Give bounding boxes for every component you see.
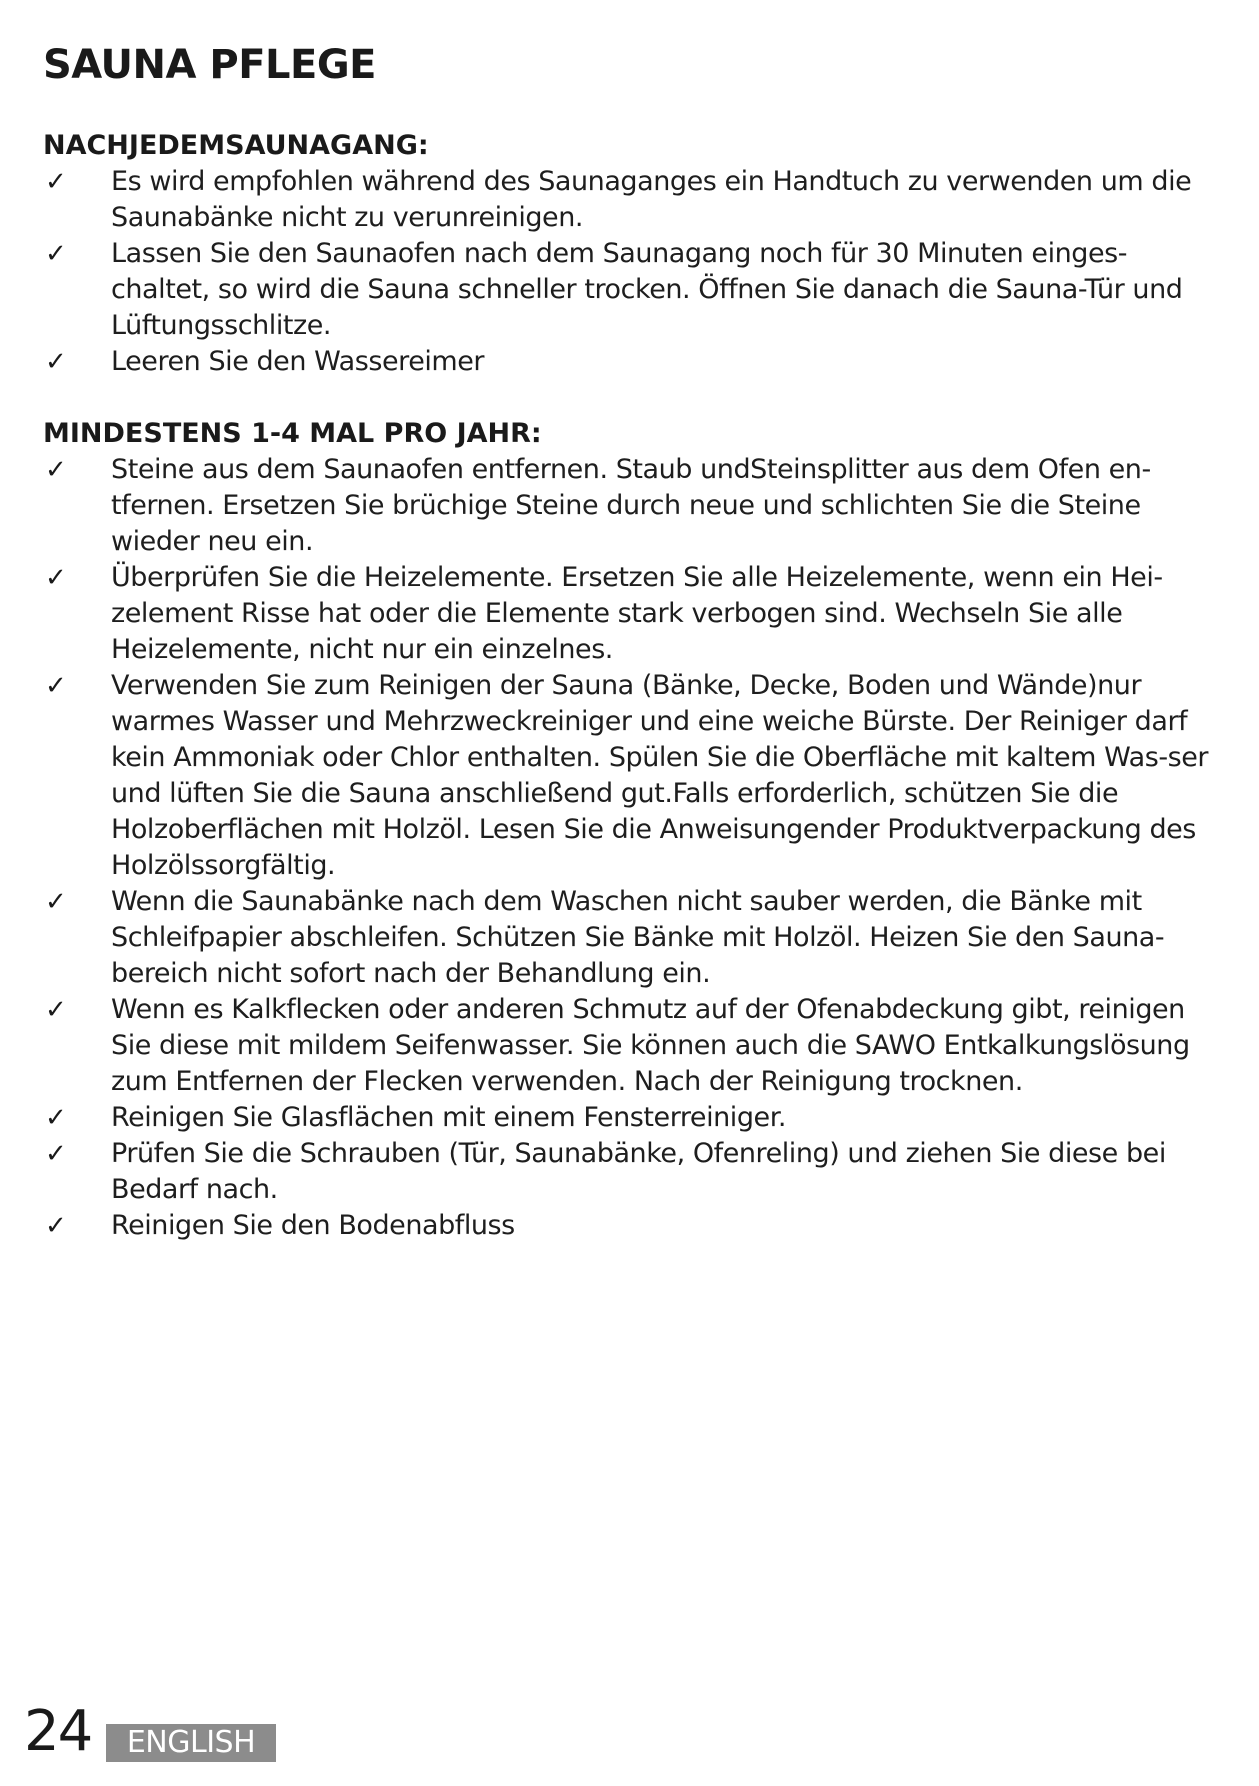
page-title: SAUNA PFLEGE [43, 42, 376, 88]
checkmark-icon: ✓ [45, 671, 67, 701]
list-item-text: Leeren Sie den Wassereimer [111, 346, 485, 377]
list-item-text: Wenn die Saunabänke nach dem Waschen nicht sauber werden, die Bänke mit Schleifpapier abschleifen. Schützen Sie Bänke mit Holzöl. Heizen Sie den Sauna-bereich nicht sofort nach der Behandlung ein. [111, 886, 1165, 989]
page-number: 24 [24, 1699, 92, 1764]
checkmark-icon: ✓ [45, 455, 67, 485]
list-item [43, 992, 1213, 1100]
section-yearly-maintenance [43, 416, 1213, 1244]
section-heading: NACHJEDEMSAUNAGANG: [43, 130, 429, 161]
list-item-text: Wenn es Kalkflecken oder anderen Schmutz auf der Ofenabdeckung gibt, reinigen Sie diese mit mildem Seifenwasser. Sie können auch die SAWO Entkalkungslösung zum Entfernen der Flecken verwenden. Nach der Reinigung trocknen. [111, 994, 1190, 1097]
checkmark-icon: ✓ [45, 563, 67, 593]
list-item [43, 1136, 1213, 1208]
checkmark-icon: ✓ [45, 167, 67, 197]
list-item [43, 236, 1213, 344]
checkmark-icon: ✓ [45, 995, 67, 1025]
list-item [43, 668, 1213, 884]
section-after-each-sauna [43, 128, 1213, 380]
list-item [43, 560, 1213, 668]
list-item-text: Reinigen Sie den Bodenabfluss [111, 1210, 515, 1241]
checkmark-icon: ✓ [45, 1103, 67, 1133]
list-item [43, 452, 1213, 560]
list-item-text: Prüfen Sie die Schrauben (Tür, Saunabänke, Ofenreling) und ziehen Sie diese bei Bedarf nach. [111, 1138, 1166, 1205]
list-item [43, 884, 1213, 992]
language-badge: ENGLISH [106, 1724, 276, 1762]
list-item-text: Es wird empfohlen während des Saunaganges ein Handtuch zu verwenden um die Saunabänke nicht zu verunreinigen. [111, 166, 1192, 233]
checklist [43, 164, 1213, 380]
checklist [43, 452, 1213, 1244]
list-item-text: Lassen Sie den Saunaofen nach dem Saunagang noch für 30 Minuten einges-chaltet, so wird die Sauna schneller trocken. Öffnen Sie danach die Sauna-Tür und Lüftungsschlitze. [111, 238, 1183, 341]
checkmark-icon: ✓ [45, 887, 67, 917]
list-item [43, 1208, 1213, 1244]
list-item-text: Überprüfen Sie die Heizelemente. Ersetzen Sie alle Heizelemente, wenn ein Hei-zelement Risse hat oder die Elemente stark verbogen sind. Wechseln Sie alle Heizelemente, nicht nur ein einzelnes. [111, 562, 1163, 665]
section-heading: MINDESTENS 1-4 MAL PRO JAHR: [43, 418, 542, 449]
list-item-text: Verwenden Sie zum Reinigen der Sauna (Bänke, Decke, Boden und Wände)nur warmes Wasser und Mehrzweckreiniger und eine weiche Bürste. Der Reiniger darf kein Ammoniak oder Chlor enthalten. Spülen Sie die Oberfläche mit kaltem Was-ser und lüften Sie die Sauna anschließend gut.Falls erforderlich, schützen Sie die Holzoberflächen mit Holzöl. Lesen Sie die Anweisungender Produktverpackung des Holzölssorgfältig. [111, 670, 1209, 881]
checkmark-icon: ✓ [45, 1139, 67, 1169]
checkmark-icon: ✓ [45, 347, 67, 377]
list-item-text: Steine aus dem Saunaofen entfernen. Staub undSteinsplitter aus dem Ofen en-tfernen. Ersetzen Sie brüchige Steine durch neue und schlichten Sie die Steine wieder neu ein. [111, 454, 1151, 557]
checkmark-icon: ✓ [45, 1211, 67, 1241]
checkmark-icon: ✓ [45, 239, 67, 269]
list-item-text: Reinigen Sie Glasflächen mit einem Fensterreiniger. [111, 1102, 787, 1133]
list-item [43, 344, 1213, 380]
list-item [43, 1100, 1213, 1136]
list-item [43, 164, 1213, 236]
